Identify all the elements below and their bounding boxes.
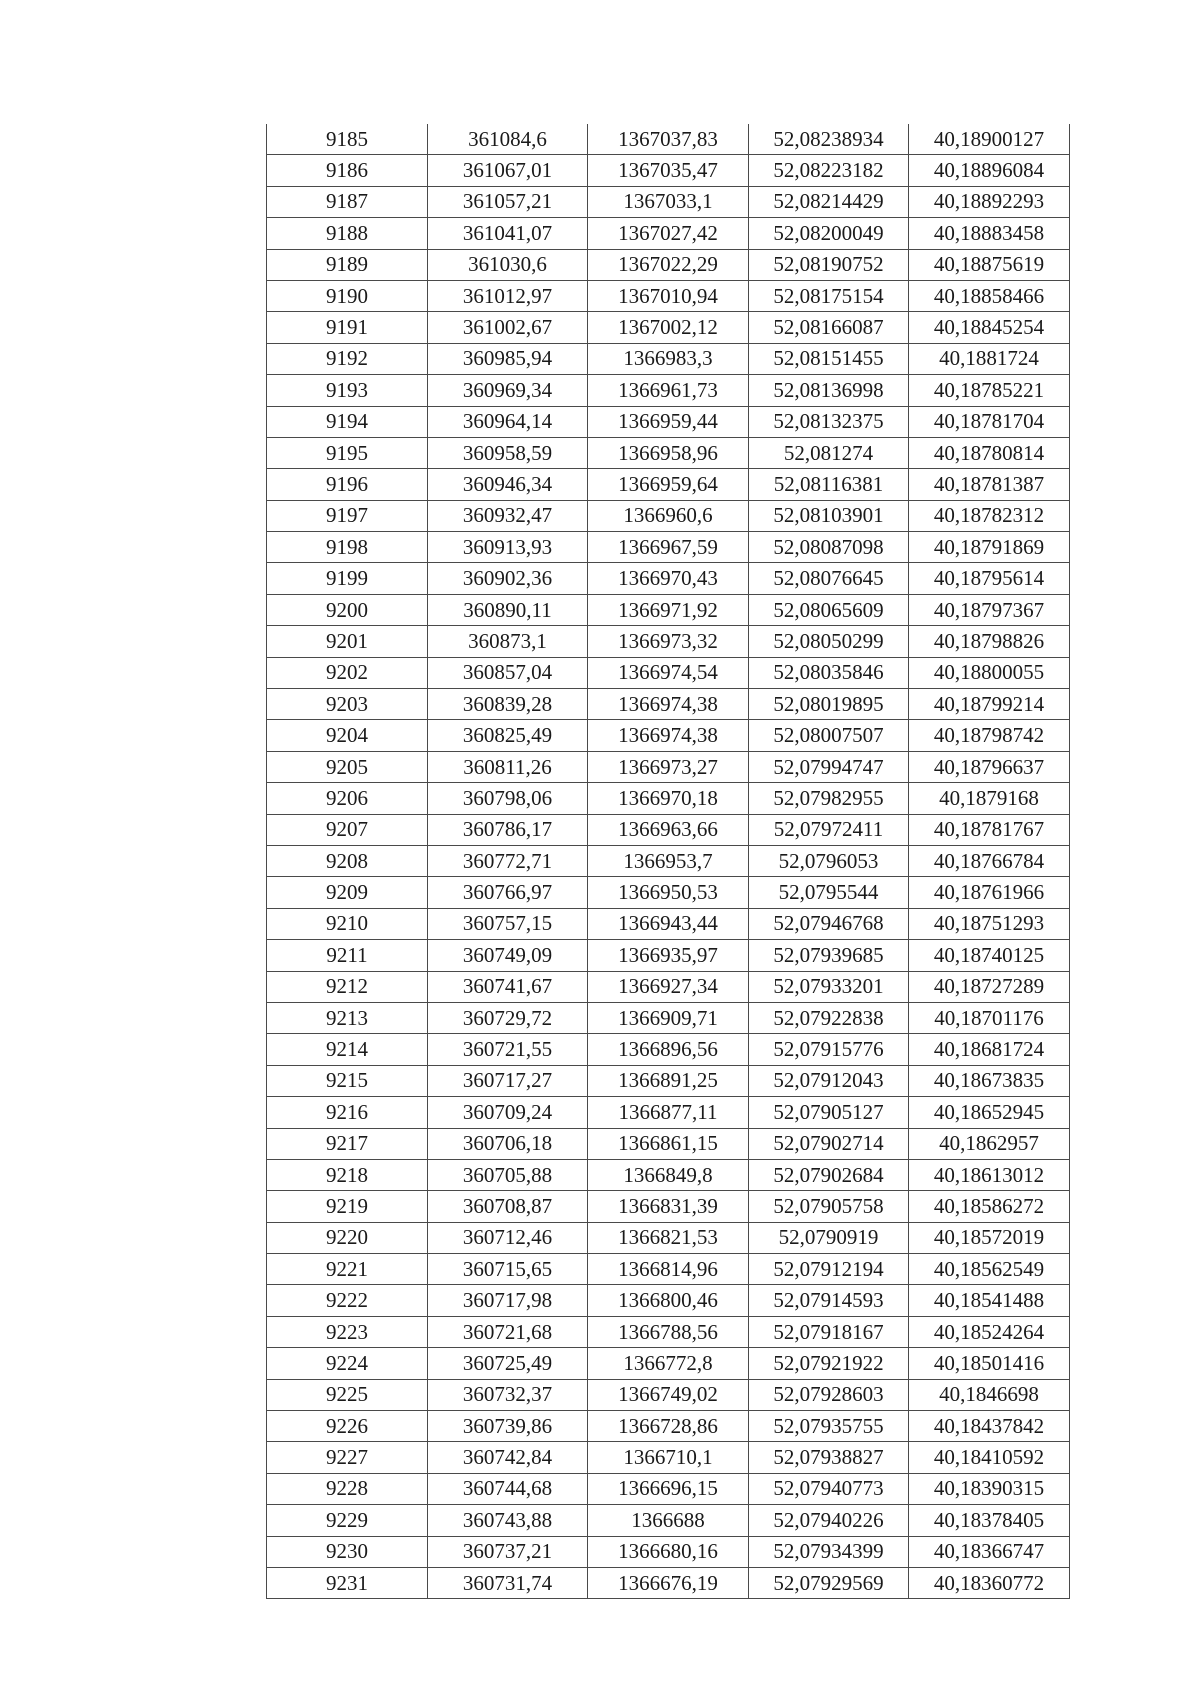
x-coordinate-cell: 360946,34 xyxy=(428,469,588,500)
point-number-cell: 9190 xyxy=(267,280,428,311)
y-coordinate-cell: 1366821,53 xyxy=(588,1222,749,1253)
x-coordinate-cell: 360739,86 xyxy=(428,1411,588,1442)
y-coordinate-cell: 1366814,96 xyxy=(588,1254,749,1285)
y-coordinate-cell: 1366877,11 xyxy=(588,1097,749,1128)
longitude-cell: 40,18781387 xyxy=(909,469,1070,500)
latitude-cell: 52,08200049 xyxy=(749,218,909,249)
y-coordinate-cell: 1366953,7 xyxy=(588,845,749,876)
longitude-cell: 40,18437842 xyxy=(909,1411,1070,1442)
point-number-cell: 9191 xyxy=(267,312,428,343)
x-coordinate-cell: 360717,27 xyxy=(428,1065,588,1096)
latitude-cell: 52,07905127 xyxy=(749,1097,909,1128)
table-row xyxy=(267,375,1070,406)
longitude-cell: 40,1846698 xyxy=(909,1379,1070,1410)
longitude-cell: 40,18360772 xyxy=(909,1567,1070,1598)
longitude-cell: 40,18795614 xyxy=(909,563,1070,594)
x-coordinate-cell: 360985,94 xyxy=(428,343,588,374)
x-coordinate-cell: 360958,59 xyxy=(428,437,588,468)
y-coordinate-cell: 1366970,43 xyxy=(588,563,749,594)
x-coordinate-cell: 360873,1 xyxy=(428,626,588,657)
y-coordinate-cell: 1366960,6 xyxy=(588,500,749,531)
longitude-cell: 40,1879168 xyxy=(909,783,1070,814)
longitude-cell: 40,18875619 xyxy=(909,249,1070,280)
x-coordinate-cell: 360708,87 xyxy=(428,1191,588,1222)
longitude-cell: 40,18798826 xyxy=(909,626,1070,657)
table-row xyxy=(267,124,1070,155)
latitude-cell: 52,07939685 xyxy=(749,940,909,971)
table-row xyxy=(267,186,1070,217)
table-row xyxy=(267,1034,1070,1065)
longitude-cell: 40,18378405 xyxy=(909,1505,1070,1536)
latitude-cell: 52,081274 xyxy=(749,437,909,468)
table-row xyxy=(267,971,1070,1002)
latitude-cell: 52,07938827 xyxy=(749,1442,909,1473)
x-coordinate-cell: 360741,67 xyxy=(428,971,588,1002)
point-number-cell: 9220 xyxy=(267,1222,428,1253)
latitude-cell: 52,08214429 xyxy=(749,186,909,217)
latitude-cell: 52,08103901 xyxy=(749,500,909,531)
point-number-cell: 9207 xyxy=(267,814,428,845)
table-row xyxy=(267,845,1070,876)
table-row xyxy=(267,1065,1070,1096)
longitude-cell: 40,18541488 xyxy=(909,1285,1070,1316)
point-number-cell: 9212 xyxy=(267,971,428,1002)
point-number-cell: 9215 xyxy=(267,1065,428,1096)
point-number-cell: 9204 xyxy=(267,720,428,751)
longitude-cell: 40,18858466 xyxy=(909,280,1070,311)
table-row xyxy=(267,406,1070,437)
x-coordinate-cell: 360766,97 xyxy=(428,877,588,908)
table-row xyxy=(267,594,1070,625)
point-number-cell: 9188 xyxy=(267,218,428,249)
x-coordinate-cell: 360964,14 xyxy=(428,406,588,437)
latitude-cell: 52,07935755 xyxy=(749,1411,909,1442)
latitude-cell: 52,0795544 xyxy=(749,877,909,908)
latitude-cell: 52,07982955 xyxy=(749,783,909,814)
latitude-cell: 52,0790919 xyxy=(749,1222,909,1253)
table-row xyxy=(267,155,1070,186)
table-row xyxy=(267,1191,1070,1222)
x-coordinate-cell: 360825,49 xyxy=(428,720,588,751)
point-number-cell: 9200 xyxy=(267,594,428,625)
longitude-cell: 40,18673835 xyxy=(909,1065,1070,1096)
table-row xyxy=(267,720,1070,751)
longitude-cell: 40,1862957 xyxy=(909,1128,1070,1159)
latitude-cell: 52,0796053 xyxy=(749,845,909,876)
point-number-cell: 9222 xyxy=(267,1285,428,1316)
y-coordinate-cell: 1366935,97 xyxy=(588,940,749,971)
longitude-cell: 40,18900127 xyxy=(909,124,1070,155)
y-coordinate-cell: 1366800,46 xyxy=(588,1285,749,1316)
x-coordinate-cell: 360786,17 xyxy=(428,814,588,845)
y-coordinate-cell: 1366970,18 xyxy=(588,783,749,814)
table-row xyxy=(267,751,1070,782)
table-row xyxy=(267,1316,1070,1347)
y-coordinate-cell: 1366696,15 xyxy=(588,1473,749,1504)
y-coordinate-cell: 1366973,32 xyxy=(588,626,749,657)
longitude-cell: 40,18782312 xyxy=(909,500,1070,531)
longitude-cell: 40,18761966 xyxy=(909,877,1070,908)
longitude-cell: 40,18410592 xyxy=(909,1442,1070,1473)
longitude-cell: 40,18892293 xyxy=(909,186,1070,217)
y-coordinate-cell: 1367035,47 xyxy=(588,155,749,186)
y-coordinate-cell: 1366971,92 xyxy=(588,594,749,625)
longitude-cell: 40,18896084 xyxy=(909,155,1070,186)
point-number-cell: 9193 xyxy=(267,375,428,406)
x-coordinate-cell: 361002,67 xyxy=(428,312,588,343)
point-number-cell: 9213 xyxy=(267,1002,428,1033)
table-row xyxy=(267,1348,1070,1379)
x-coordinate-cell: 360715,65 xyxy=(428,1254,588,1285)
latitude-cell: 52,08132375 xyxy=(749,406,909,437)
latitude-cell: 52,08238934 xyxy=(749,124,909,155)
table-row xyxy=(267,437,1070,468)
x-coordinate-cell: 360709,24 xyxy=(428,1097,588,1128)
x-coordinate-cell: 360932,47 xyxy=(428,500,588,531)
point-number-cell: 9225 xyxy=(267,1379,428,1410)
x-coordinate-cell: 360725,49 xyxy=(428,1348,588,1379)
point-number-cell: 9201 xyxy=(267,626,428,657)
latitude-cell: 52,08223182 xyxy=(749,155,909,186)
longitude-cell: 40,18781767 xyxy=(909,814,1070,845)
latitude-cell: 52,07914593 xyxy=(749,1285,909,1316)
x-coordinate-cell: 360705,88 xyxy=(428,1159,588,1190)
latitude-cell: 52,08087098 xyxy=(749,532,909,563)
point-number-cell: 9203 xyxy=(267,689,428,720)
point-number-cell: 9231 xyxy=(267,1567,428,1598)
longitude-cell: 40,18883458 xyxy=(909,218,1070,249)
y-coordinate-cell: 1367010,94 xyxy=(588,280,749,311)
longitude-cell: 40,18613012 xyxy=(909,1159,1070,1190)
y-coordinate-cell: 1366974,38 xyxy=(588,689,749,720)
table-row xyxy=(267,814,1070,845)
table-row xyxy=(267,249,1070,280)
latitude-cell: 52,08175154 xyxy=(749,280,909,311)
table-row xyxy=(267,1473,1070,1504)
table-row xyxy=(267,1285,1070,1316)
y-coordinate-cell: 1366710,1 xyxy=(588,1442,749,1473)
latitude-cell: 52,07929569 xyxy=(749,1567,909,1598)
longitude-cell: 40,18390315 xyxy=(909,1473,1070,1504)
x-coordinate-cell: 360913,93 xyxy=(428,532,588,563)
y-coordinate-cell: 1366680,16 xyxy=(588,1536,749,1567)
y-coordinate-cell: 1366861,15 xyxy=(588,1128,749,1159)
x-coordinate-cell: 361012,97 xyxy=(428,280,588,311)
latitude-cell: 52,08190752 xyxy=(749,249,909,280)
latitude-cell: 52,07902714 xyxy=(749,1128,909,1159)
point-number-cell: 9223 xyxy=(267,1316,428,1347)
longitude-cell: 40,18785221 xyxy=(909,375,1070,406)
point-number-cell: 9198 xyxy=(267,532,428,563)
point-number-cell: 9192 xyxy=(267,343,428,374)
x-coordinate-cell: 360742,84 xyxy=(428,1442,588,1473)
point-number-cell: 9226 xyxy=(267,1411,428,1442)
x-coordinate-cell: 360717,98 xyxy=(428,1285,588,1316)
x-coordinate-cell: 360798,06 xyxy=(428,783,588,814)
point-number-cell: 9217 xyxy=(267,1128,428,1159)
table-row xyxy=(267,626,1070,657)
x-coordinate-cell: 361057,21 xyxy=(428,186,588,217)
longitude-cell: 40,18791869 xyxy=(909,532,1070,563)
point-number-cell: 9229 xyxy=(267,1505,428,1536)
table-row xyxy=(267,469,1070,500)
y-coordinate-cell: 1367027,42 xyxy=(588,218,749,249)
y-coordinate-cell: 1366950,53 xyxy=(588,877,749,908)
y-coordinate-cell: 1366958,96 xyxy=(588,437,749,468)
point-number-cell: 9195 xyxy=(267,437,428,468)
latitude-cell: 52,08035846 xyxy=(749,657,909,688)
y-coordinate-cell: 1366688 xyxy=(588,1505,749,1536)
table-row xyxy=(267,1379,1070,1410)
y-coordinate-cell: 1366943,44 xyxy=(588,908,749,939)
x-coordinate-cell: 361067,01 xyxy=(428,155,588,186)
point-number-cell: 9218 xyxy=(267,1159,428,1190)
table-row xyxy=(267,689,1070,720)
longitude-cell: 40,18796637 xyxy=(909,751,1070,782)
point-number-cell: 9211 xyxy=(267,940,428,971)
coordinates-table-body xyxy=(267,124,1070,1599)
y-coordinate-cell: 1366963,66 xyxy=(588,814,749,845)
table-row xyxy=(267,1002,1070,1033)
y-coordinate-cell: 1366728,86 xyxy=(588,1411,749,1442)
table-row xyxy=(267,1097,1070,1128)
point-number-cell: 9199 xyxy=(267,563,428,594)
latitude-cell: 52,07915776 xyxy=(749,1034,909,1065)
table-row xyxy=(267,1567,1070,1598)
x-coordinate-cell: 360721,55 xyxy=(428,1034,588,1065)
point-number-cell: 9194 xyxy=(267,406,428,437)
point-number-cell: 9197 xyxy=(267,500,428,531)
longitude-cell: 40,18780814 xyxy=(909,437,1070,468)
y-coordinate-cell: 1366927,34 xyxy=(588,971,749,1002)
table-row xyxy=(267,908,1070,939)
point-number-cell: 9224 xyxy=(267,1348,428,1379)
y-coordinate-cell: 1366967,59 xyxy=(588,532,749,563)
latitude-cell: 52,08007507 xyxy=(749,720,909,751)
y-coordinate-cell: 1366676,19 xyxy=(588,1567,749,1598)
table-row xyxy=(267,500,1070,531)
table-row xyxy=(267,1128,1070,1159)
y-coordinate-cell: 1366849,8 xyxy=(588,1159,749,1190)
point-number-cell: 9196 xyxy=(267,469,428,500)
point-number-cell: 9219 xyxy=(267,1191,428,1222)
y-coordinate-cell: 1366891,25 xyxy=(588,1065,749,1096)
latitude-cell: 52,08050299 xyxy=(749,626,909,657)
point-number-cell: 9187 xyxy=(267,186,428,217)
table-row xyxy=(267,563,1070,594)
point-number-cell: 9208 xyxy=(267,845,428,876)
point-number-cell: 9189 xyxy=(267,249,428,280)
latitude-cell: 52,07994747 xyxy=(749,751,909,782)
table-row xyxy=(267,940,1070,971)
point-number-cell: 9227 xyxy=(267,1442,428,1473)
y-coordinate-cell: 1366772,8 xyxy=(588,1348,749,1379)
x-coordinate-cell: 360712,46 xyxy=(428,1222,588,1253)
x-coordinate-cell: 360902,36 xyxy=(428,563,588,594)
latitude-cell: 52,07946768 xyxy=(749,908,909,939)
x-coordinate-cell: 360737,21 xyxy=(428,1536,588,1567)
latitude-cell: 52,08166087 xyxy=(749,312,909,343)
longitude-cell: 40,18766784 xyxy=(909,845,1070,876)
y-coordinate-cell: 1366959,64 xyxy=(588,469,749,500)
table-row xyxy=(267,532,1070,563)
x-coordinate-cell: 360732,37 xyxy=(428,1379,588,1410)
latitude-cell: 52,07934399 xyxy=(749,1536,909,1567)
longitude-cell: 40,18751293 xyxy=(909,908,1070,939)
latitude-cell: 52,07912043 xyxy=(749,1065,909,1096)
x-coordinate-cell: 360839,28 xyxy=(428,689,588,720)
longitude-cell: 40,18572019 xyxy=(909,1222,1070,1253)
table-row xyxy=(267,280,1070,311)
x-coordinate-cell: 360706,18 xyxy=(428,1128,588,1159)
x-coordinate-cell: 360721,68 xyxy=(428,1316,588,1347)
longitude-cell: 40,18652945 xyxy=(909,1097,1070,1128)
x-coordinate-cell: 360731,74 xyxy=(428,1567,588,1598)
x-coordinate-cell: 360757,15 xyxy=(428,908,588,939)
table-row xyxy=(267,877,1070,908)
latitude-cell: 52,08076645 xyxy=(749,563,909,594)
point-number-cell: 9230 xyxy=(267,1536,428,1567)
table-row xyxy=(267,1411,1070,1442)
x-coordinate-cell: 360969,34 xyxy=(428,375,588,406)
longitude-cell: 40,18501416 xyxy=(909,1348,1070,1379)
y-coordinate-cell: 1366788,56 xyxy=(588,1316,749,1347)
point-number-cell: 9202 xyxy=(267,657,428,688)
latitude-cell: 52,07902684 xyxy=(749,1159,909,1190)
longitude-cell: 40,18681724 xyxy=(909,1034,1070,1065)
longitude-cell: 40,18781704 xyxy=(909,406,1070,437)
y-coordinate-cell: 1366961,73 xyxy=(588,375,749,406)
table-row xyxy=(267,312,1070,343)
longitude-cell: 40,18562549 xyxy=(909,1254,1070,1285)
latitude-cell: 52,07922838 xyxy=(749,1002,909,1033)
latitude-cell: 52,07912194 xyxy=(749,1254,909,1285)
table-row xyxy=(267,1254,1070,1285)
point-number-cell: 9210 xyxy=(267,908,428,939)
y-coordinate-cell: 1367037,83 xyxy=(588,124,749,155)
x-coordinate-cell: 360729,72 xyxy=(428,1002,588,1033)
latitude-cell: 52,07905758 xyxy=(749,1191,909,1222)
x-coordinate-cell: 360857,04 xyxy=(428,657,588,688)
y-coordinate-cell: 1366983,3 xyxy=(588,343,749,374)
latitude-cell: 52,07940226 xyxy=(749,1505,909,1536)
point-number-cell: 9228 xyxy=(267,1473,428,1504)
point-number-cell: 9221 xyxy=(267,1254,428,1285)
table-row xyxy=(267,1159,1070,1190)
point-number-cell: 9206 xyxy=(267,783,428,814)
y-coordinate-cell: 1367002,12 xyxy=(588,312,749,343)
longitude-cell: 40,18845254 xyxy=(909,312,1070,343)
point-number-cell: 9186 xyxy=(267,155,428,186)
latitude-cell: 52,08019895 xyxy=(749,689,909,720)
x-coordinate-cell: 360743,88 xyxy=(428,1505,588,1536)
longitude-cell: 40,18524264 xyxy=(909,1316,1070,1347)
x-coordinate-cell: 361041,07 xyxy=(428,218,588,249)
x-coordinate-cell: 361030,6 xyxy=(428,249,588,280)
x-coordinate-cell: 360890,11 xyxy=(428,594,588,625)
y-coordinate-cell: 1366896,56 xyxy=(588,1034,749,1065)
longitude-cell: 40,1881724 xyxy=(909,343,1070,374)
y-coordinate-cell: 1366974,54 xyxy=(588,657,749,688)
longitude-cell: 40,18797367 xyxy=(909,594,1070,625)
longitude-cell: 40,18799214 xyxy=(909,689,1070,720)
y-coordinate-cell: 1367022,29 xyxy=(588,249,749,280)
x-coordinate-cell: 361084,6 xyxy=(428,124,588,155)
latitude-cell: 52,07972411 xyxy=(749,814,909,845)
latitude-cell: 52,08116381 xyxy=(749,469,909,500)
table-row xyxy=(267,657,1070,688)
latitude-cell: 52,08136998 xyxy=(749,375,909,406)
longitude-cell: 40,18740125 xyxy=(909,940,1070,971)
longitude-cell: 40,18800055 xyxy=(909,657,1070,688)
y-coordinate-cell: 1366973,27 xyxy=(588,751,749,782)
table-row xyxy=(267,1442,1070,1473)
x-coordinate-cell: 360744,68 xyxy=(428,1473,588,1504)
y-coordinate-cell: 1367033,1 xyxy=(588,186,749,217)
table-row xyxy=(267,1505,1070,1536)
table-row xyxy=(267,783,1070,814)
longitude-cell: 40,18586272 xyxy=(909,1191,1070,1222)
latitude-cell: 52,07918167 xyxy=(749,1316,909,1347)
longitude-cell: 40,18727289 xyxy=(909,971,1070,1002)
y-coordinate-cell: 1366959,44 xyxy=(588,406,749,437)
x-coordinate-cell: 360811,26 xyxy=(428,751,588,782)
point-number-cell: 9185 xyxy=(267,124,428,155)
latitude-cell: 52,07921922 xyxy=(749,1348,909,1379)
y-coordinate-cell: 1366831,39 xyxy=(588,1191,749,1222)
point-number-cell: 9214 xyxy=(267,1034,428,1065)
y-coordinate-cell: 1366749,02 xyxy=(588,1379,749,1410)
latitude-cell: 52,08065609 xyxy=(749,594,909,625)
point-number-cell: 9216 xyxy=(267,1097,428,1128)
latitude-cell: 52,07933201 xyxy=(749,971,909,1002)
table-row xyxy=(267,1536,1070,1567)
coordinates-table xyxy=(266,124,1070,1599)
longitude-cell: 40,18366747 xyxy=(909,1536,1070,1567)
table-row xyxy=(267,218,1070,249)
longitude-cell: 40,18798742 xyxy=(909,720,1070,751)
latitude-cell: 52,07940773 xyxy=(749,1473,909,1504)
latitude-cell: 52,08151455 xyxy=(749,343,909,374)
x-coordinate-cell: 360749,09 xyxy=(428,940,588,971)
y-coordinate-cell: 1366909,71 xyxy=(588,1002,749,1033)
longitude-cell: 40,18701176 xyxy=(909,1002,1070,1033)
table-row xyxy=(267,343,1070,374)
x-coordinate-cell: 360772,71 xyxy=(428,845,588,876)
point-number-cell: 9205 xyxy=(267,751,428,782)
table-row xyxy=(267,1222,1070,1253)
point-number-cell: 9209 xyxy=(267,877,428,908)
y-coordinate-cell: 1366974,38 xyxy=(588,720,749,751)
latitude-cell: 52,07928603 xyxy=(749,1379,909,1410)
